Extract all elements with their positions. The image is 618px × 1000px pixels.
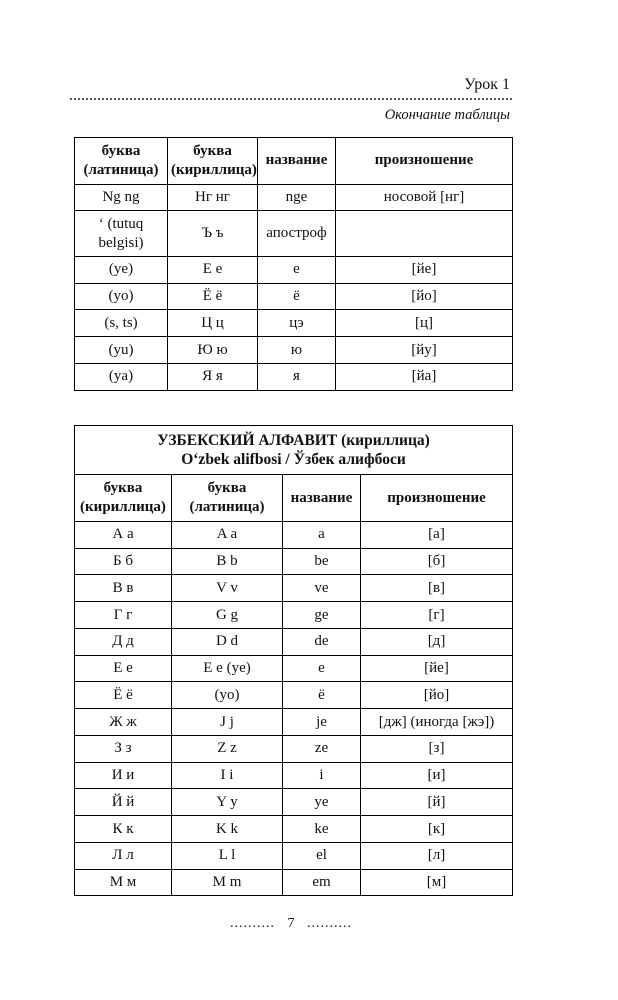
table-cell: е <box>258 256 336 283</box>
table-cell: а <box>283 521 361 548</box>
table-row <box>75 184 513 211</box>
table-row <box>75 575 513 602</box>
column-header: название <box>283 475 361 522</box>
table-cell: [в] <box>361 575 513 602</box>
table-cell: I i <box>172 762 283 789</box>
column-header: буква (кириллица) <box>75 475 172 522</box>
footer-dots-left: .......... <box>230 916 275 932</box>
table-cell: Я я <box>168 363 258 390</box>
table-cell: [м] <box>361 869 513 896</box>
table-continuation-note: Окончание таблицы <box>384 107 510 123</box>
table-cell: ё <box>258 283 336 310</box>
table-cell: ge <box>283 602 361 629</box>
table-cell: je <box>283 709 361 736</box>
table-cell: цэ <box>258 310 336 337</box>
table-cell: Д д <box>75 628 172 655</box>
table-cell: J j <box>172 709 283 736</box>
table-cell: (yo) <box>172 682 283 709</box>
table-body <box>75 184 513 390</box>
table-title-cell <box>75 425 513 475</box>
table-row <box>75 363 513 390</box>
table-cell: Y y <box>172 789 283 816</box>
table-cell: i <box>283 762 361 789</box>
table-cell: ye <box>283 789 361 816</box>
page-content <box>70 0 512 932</box>
table-cell: ke <box>283 816 361 843</box>
table-cell: em <box>283 869 361 896</box>
column-header: произношение <box>361 475 513 522</box>
table-cell: Л л <box>75 842 172 869</box>
table-cell: [д] <box>361 628 513 655</box>
table-cell: [йе] <box>361 655 513 682</box>
table-row <box>75 709 513 736</box>
table-cell: A a <box>172 521 283 548</box>
table-cell: апостроф <box>258 211 336 257</box>
table-row <box>75 842 513 869</box>
lesson-header: Урок 1 <box>464 76 510 93</box>
table-cell: ю <box>258 337 336 364</box>
page-footer <box>70 916 512 932</box>
table-title-row <box>75 425 513 475</box>
column-header: название <box>258 138 336 185</box>
table-row <box>75 256 513 283</box>
table-cell: Ж ж <box>75 709 172 736</box>
table-cell: G g <box>172 602 283 629</box>
table-cell: de <box>283 628 361 655</box>
table-header-row <box>75 475 513 522</box>
table-cell: [йу] <box>336 337 513 364</box>
table-cell: Ц ц <box>168 310 258 337</box>
table-cell: ё <box>283 682 361 709</box>
table-row <box>75 762 513 789</box>
table-cell: Ё ё <box>168 283 258 310</box>
table-cell: B b <box>172 548 283 575</box>
table-cell: V v <box>172 575 283 602</box>
table-cell: ze <box>283 735 361 762</box>
table-cell: Е е <box>75 655 172 682</box>
table-title-russian: УЗБЕКСКИЙ АЛФАВИТ (кириллица) <box>157 431 430 449</box>
column-header: буква (латиница) <box>75 138 168 185</box>
table-cell: [йо] <box>336 283 513 310</box>
table-cell: И и <box>75 762 172 789</box>
table-header-row <box>75 138 513 185</box>
table-cell: (s, ts) <box>75 310 168 337</box>
table-row <box>75 789 513 816</box>
table-cell: [ц] <box>336 310 513 337</box>
table-cell: Б б <box>75 548 172 575</box>
table-cell: [б] <box>361 548 513 575</box>
table-row <box>75 602 513 629</box>
table-cell: M m <box>172 869 283 896</box>
table-title-uzbek: O‘zbek alifbosi / Ўзбек алифбоси <box>181 450 406 468</box>
table-cell: Ng ng <box>75 184 168 211</box>
table-cell: Ъ ъ <box>168 211 258 257</box>
table-cell: З з <box>75 735 172 762</box>
table-body <box>75 521 513 896</box>
table-cell: Е е <box>168 256 258 283</box>
table-cell: Ю ю <box>168 337 258 364</box>
table-row <box>75 655 513 682</box>
table-cell: М м <box>75 869 172 896</box>
table-cell: (ye) <box>75 256 168 283</box>
table-cell: носовой [нг] <box>336 184 513 211</box>
table-cell: [з] <box>361 735 513 762</box>
table-row <box>75 735 513 762</box>
table-row <box>75 628 513 655</box>
table-cell: (ya) <box>75 363 168 390</box>
table-row <box>75 337 513 364</box>
table-cell: А а <box>75 521 172 548</box>
table-cell: [йа] <box>336 363 513 390</box>
column-header: буква (кириллица) <box>168 138 258 185</box>
table-cell <box>336 211 513 257</box>
table-row <box>75 682 513 709</box>
table-cell: [и] <box>361 762 513 789</box>
table-cell: е <box>283 655 361 682</box>
table-cell: [йо] <box>361 682 513 709</box>
table-cell: be <box>283 548 361 575</box>
table-cell: ‘ (tutuq belgisi) <box>75 211 168 257</box>
table-cell: Ё ё <box>75 682 172 709</box>
dotted-divider <box>70 98 512 100</box>
cyrillic-alphabet-table <box>74 425 513 897</box>
table-cell: [йе] <box>336 256 513 283</box>
table-cell: [к] <box>361 816 513 843</box>
table-cell: я <box>258 363 336 390</box>
table-cell: [й] <box>361 789 513 816</box>
table-cell: el <box>283 842 361 869</box>
table-cell: D d <box>172 628 283 655</box>
table-cell: В в <box>75 575 172 602</box>
table-cell: (yo) <box>75 283 168 310</box>
table-cell: [л] <box>361 842 513 869</box>
table-row <box>75 816 513 843</box>
table-row <box>75 310 513 337</box>
table-cell: [г] <box>361 602 513 629</box>
table-cell: Z z <box>172 735 283 762</box>
table-cell: (yu) <box>75 337 168 364</box>
table-cell: [дж] (иногда [жэ]) <box>361 709 513 736</box>
table-cell: L l <box>172 842 283 869</box>
footer-dots-right: .......... <box>307 916 352 932</box>
table-cell: [а] <box>361 521 513 548</box>
table-row <box>75 869 513 896</box>
table-cell: ve <box>283 575 361 602</box>
table-cell: Нг нг <box>168 184 258 211</box>
table-cell: E e (ye) <box>172 655 283 682</box>
table-row <box>75 548 513 575</box>
table-cell: Г г <box>75 602 172 629</box>
table-cell: Й й <box>75 789 172 816</box>
table-row <box>75 211 513 257</box>
page-number: 7 <box>287 916 295 932</box>
column-header: буква (латиница) <box>172 475 283 522</box>
column-header: произношение <box>336 138 513 185</box>
table-row <box>75 283 513 310</box>
table-row <box>75 521 513 548</box>
table-cell: nge <box>258 184 336 211</box>
latin-alphabet-table-continuation <box>74 137 513 391</box>
table-cell: K k <box>172 816 283 843</box>
table-cell: К к <box>75 816 172 843</box>
